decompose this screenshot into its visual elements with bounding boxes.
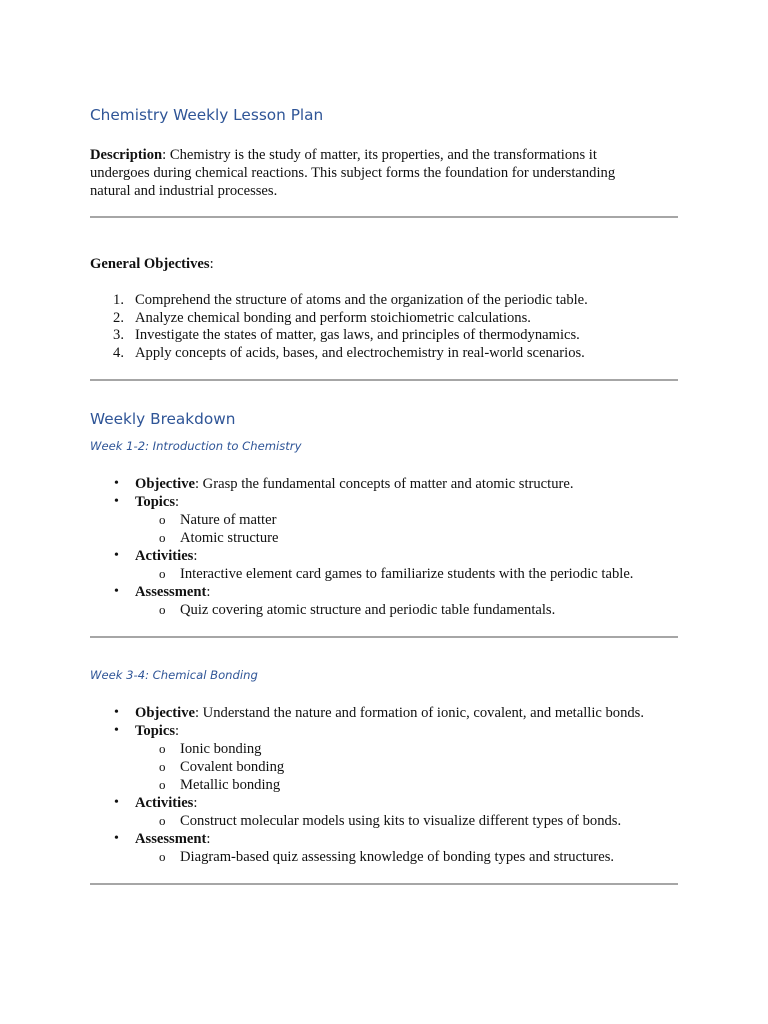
week-title: Week 3-4: Chemical Bonding <box>90 668 258 682</box>
assessment-item: Diagram-based quiz assessing knowledge of bonding types and structures. <box>180 849 615 865</box>
objective-number: 4. <box>113 345 124 361</box>
objective-number: 2. <box>113 310 124 326</box>
sub-bullet-marker: o <box>159 813 166 828</box>
assessment-label: Assessment <box>135 831 207 847</box>
sub-bullet-marker: o <box>159 566 166 581</box>
objective-text: Analyze chemical bonding and perform stoichiometric calculations. <box>135 310 531 326</box>
bullet-marker: • <box>114 494 119 509</box>
colon: : <box>175 723 180 739</box>
topics-row <box>135 493 179 511</box>
activity-item: Construct molecular models using kits to visualize different types of bonds. <box>180 813 622 829</box>
objective-text: Investigate the states of matter, gas laws, and principles of thermodynamics. <box>135 327 580 343</box>
divider <box>90 216 678 218</box>
assessment-row <box>135 583 210 601</box>
activities-row <box>135 547 197 565</box>
sub-bullet-marker: o <box>159 512 166 527</box>
divider <box>90 883 678 885</box>
description-line-1 <box>90 146 597 164</box>
sub-bullet-marker: o <box>159 741 166 756</box>
sub-bullet-marker: o <box>159 530 166 545</box>
sub-bullet-marker: o <box>159 602 166 617</box>
description-label: Description <box>90 147 163 163</box>
objective-row <box>135 475 573 493</box>
activities-label: Activities <box>135 795 194 811</box>
sub-bullet-marker: o <box>159 759 166 774</box>
topic-item: Nature of matter <box>180 512 277 528</box>
divider <box>90 379 678 381</box>
bullet-marker: • <box>114 723 119 738</box>
bullet-marker: • <box>114 584 119 599</box>
topic-item: Metallic bonding <box>180 777 281 793</box>
activities-label: Activities <box>135 548 194 564</box>
topic-item: Atomic structure <box>180 530 279 546</box>
objective-row <box>135 704 644 722</box>
weekly-breakdown-heading: Weekly Breakdown <box>90 410 236 428</box>
sub-bullet-marker: o <box>159 849 166 864</box>
colon: : <box>206 584 211 600</box>
topic-item: Covalent bonding <box>180 759 285 775</box>
assessment-row <box>135 830 210 848</box>
sub-bullet-marker: o <box>159 777 166 792</box>
objective-text: : Grasp the fundamental concepts of matter and atomic structure. <box>194 476 574 492</box>
objective-text: Comprehend the structure of atoms and the organization of the periodic table. <box>135 292 588 308</box>
bullet-marker: • <box>114 705 119 720</box>
topic-item: Ionic bonding <box>180 741 262 757</box>
bullet-marker: • <box>114 831 119 846</box>
objective-number: 3. <box>113 327 124 343</box>
colon: : <box>193 548 198 564</box>
description-line-2: undergoes during chemical reactions. This subject forms the foundation for understanding <box>90 165 616 181</box>
objective-label: Objective <box>135 705 195 721</box>
bullet-marker: • <box>114 548 119 563</box>
assessment-label: Assessment <box>135 584 207 600</box>
topics-label: Topics <box>135 494 176 510</box>
objectives-label: General Objectives <box>90 256 210 272</box>
divider <box>90 636 678 638</box>
colon: : <box>193 795 198 811</box>
objectives-heading <box>90 255 214 273</box>
colon: : <box>175 494 180 510</box>
objective-text: : Understand the nature and formation of ionic, covalent, and metallic bonds. <box>194 705 645 721</box>
colon: : <box>206 831 211 847</box>
activity-item: Interactive element card games to familiarize students with the periodic table. <box>180 566 634 582</box>
page-title: Chemistry Weekly Lesson Plan <box>90 106 324 124</box>
objectives-colon: : <box>209 256 214 272</box>
objective-text: Apply concepts of acids, bases, and electrochemistry in real-world scenarios. <box>135 345 585 361</box>
description-text-1: : Chemistry is the study of matter, its properties, and the transformations it <box>162 147 597 163</box>
description-line-3: natural and industrial processes. <box>90 183 278 199</box>
bullet-marker: • <box>114 795 119 810</box>
activities-row <box>135 794 197 812</box>
objective-number: 1. <box>113 292 124 308</box>
week-title: Week 1-2: Introduction to Chemistry <box>90 439 302 453</box>
objective-label: Objective <box>135 476 195 492</box>
topics-row <box>135 722 179 740</box>
topics-label: Topics <box>135 723 176 739</box>
bullet-marker: • <box>114 476 119 491</box>
assessment-item: Quiz covering atomic structure and periodic table fundamentals. <box>180 602 556 618</box>
